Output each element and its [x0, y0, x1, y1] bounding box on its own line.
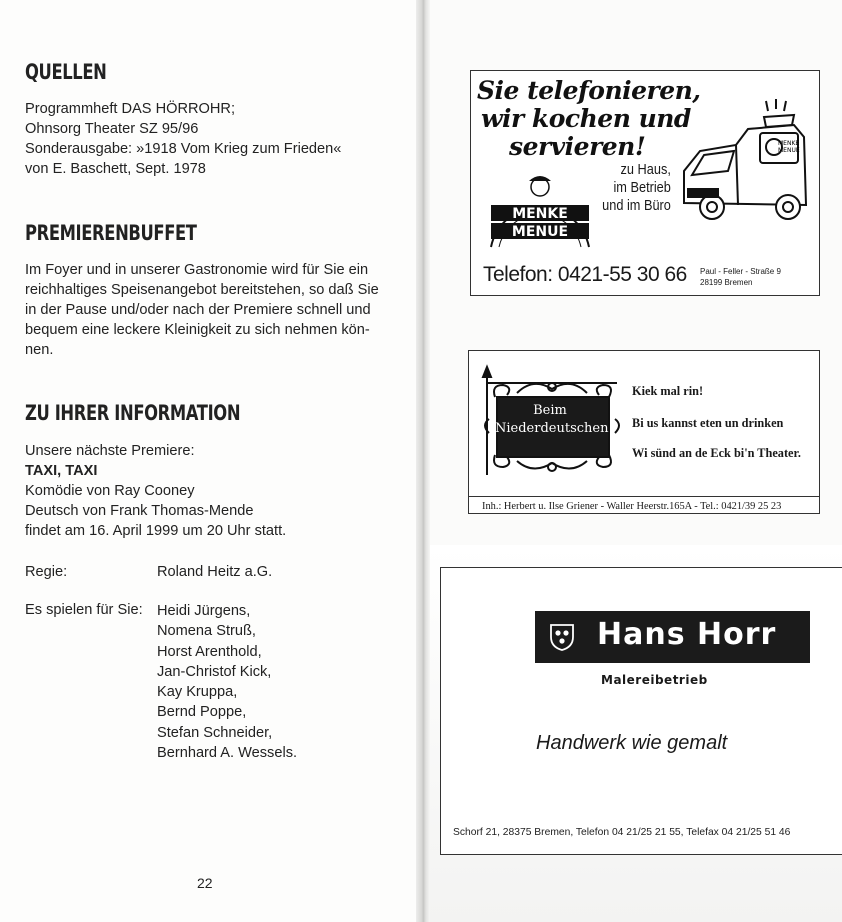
cast-member: Kay Kruppa,: [157, 684, 238, 701]
heading-quellen: QUELLEN: [25, 60, 107, 84]
information-text: [25, 441, 286, 541]
menke-menue-logo: [485, 171, 595, 251]
menke-sub-line: zu Haus,: [620, 161, 671, 178]
next-premiere-intro: Unsere nächste Premiere:: [25, 443, 195, 459]
sign-line: Niederdeutschen: [495, 421, 609, 436]
buffet-text: [25, 260, 379, 360]
niederdeutschen-line: Kiek mal rin!: [632, 384, 704, 398]
menke-headline: [477, 77, 700, 161]
heading-premierenbuffet: PREMIERENBUFFET: [25, 221, 197, 245]
information-line: findet am 16. April 1999 um 20 Uhr statt.: [25, 523, 287, 539]
menke-headline-line: servieren!: [509, 132, 646, 161]
menke-address-line: 28199 Bremen: [700, 278, 753, 287]
regie-label: Regie:: [25, 564, 68, 580]
buffet-line: reichhaltiges Speisenangebot bereitstehen, so daß Sie: [25, 282, 379, 298]
menke-address-line: Paul - Feller - Straße 9: [700, 267, 781, 276]
menke-sub-line: und im Büro: [602, 197, 671, 214]
book-spine: [416, 0, 430, 922]
quellen-text: [25, 99, 341, 179]
logo-menue-text: MENUE: [511, 224, 569, 240]
quellen-line: Sonderausgabe: »1918 Vom Krieg zum Frieden«: [25, 141, 342, 157]
page-number: 22: [197, 875, 213, 891]
play-title: TAXI, TAXI: [25, 463, 98, 479]
quellen-line: Ohnsorg Theater SZ 95/96: [25, 121, 199, 137]
buffet-line: in der Pause und/oder nach der Premiere schnell und: [25, 302, 371, 318]
buffet-line: bequem eine leckere Kleinigkeit zu sich nehmen kön-: [25, 322, 370, 338]
menke-sub-line: im Betrieb: [613, 179, 671, 196]
menke-phone: Telefon: 0421-55 30 66: [483, 263, 687, 286]
information-line: Deutsch von Frank Thomas-Mende: [25, 503, 254, 519]
buffet-line: nen.: [25, 342, 54, 358]
buffet-line: Im Foyer und in unserer Gastronomie wird für Sie ein: [25, 262, 369, 278]
sign-text: [495, 402, 609, 438]
cast-label: Es spielen für Sie:: [25, 602, 143, 618]
cast-member: Bernhard A. Wessels.: [157, 745, 298, 762]
quellen-line: von E. Baschett, Sept. 1978: [25, 161, 206, 177]
logo-menke-text: MENKE: [512, 206, 568, 222]
cast-member: Jan-Christof Kick,: [157, 663, 272, 680]
shield-icon: [549, 623, 575, 651]
quellen-line: Programmheft DAS HÖRROHR;: [25, 101, 236, 117]
cast-member: Heidi Jürgens,: [157, 603, 251, 619]
hans-horr-address: Schorf 21, 28375 Bremen, Telefon 04 21/25 21 55, Telefax 04 21/25 51 46: [453, 827, 791, 838]
hans-horr-subtitle: Malereibetrieb: [601, 673, 708, 687]
cast-member: Bernd Poppe,: [157, 704, 247, 721]
menke-menue-ad: [470, 70, 820, 296]
hans-horr-slogan: Handwerk wie gemalt: [536, 732, 728, 754]
cast-member: Horst Arenthold,: [157, 643, 262, 660]
sign-line: Beim: [533, 403, 567, 418]
niederdeutschen-line: Bi us kannst eten un drinken: [632, 416, 784, 430]
hans-horr-name: Hans Horr: [597, 617, 777, 652]
menke-subtitle: [602, 161, 671, 215]
van-menke-label: MENKE: [778, 140, 800, 147]
niederdeutschen-ad: [468, 350, 820, 514]
delivery-van-icon: [676, 93, 816, 223]
regie-name: Roland Heitz a.G.: [157, 564, 273, 580]
niederdeutschen-footer: Inh.: Herbert u. Ilse Griener - Waller Heerstr.165A - Tel.: 0421/39 25 23: [469, 496, 819, 512]
cast-member: Nomena Struß,: [157, 623, 256, 640]
menke-address: [700, 266, 781, 288]
van-menue-label: MENUE: [778, 147, 800, 154]
information-line: Komödie von Ray Cooney: [25, 483, 195, 499]
menke-headline-line: Sie telefonieren,: [477, 76, 701, 105]
hans-horr-banner: [535, 611, 810, 663]
cast-list: [157, 601, 297, 763]
heading-information: ZU IHRER INFORMATION: [25, 401, 241, 425]
hans-horr-ad: [440, 567, 842, 855]
niederdeutschen-line: Wi sünd an de Eck bi'n Theater.: [632, 446, 801, 460]
menke-headline-line: wir kochen und: [481, 104, 691, 133]
cast-member: Stefan Schneider,: [157, 724, 273, 741]
